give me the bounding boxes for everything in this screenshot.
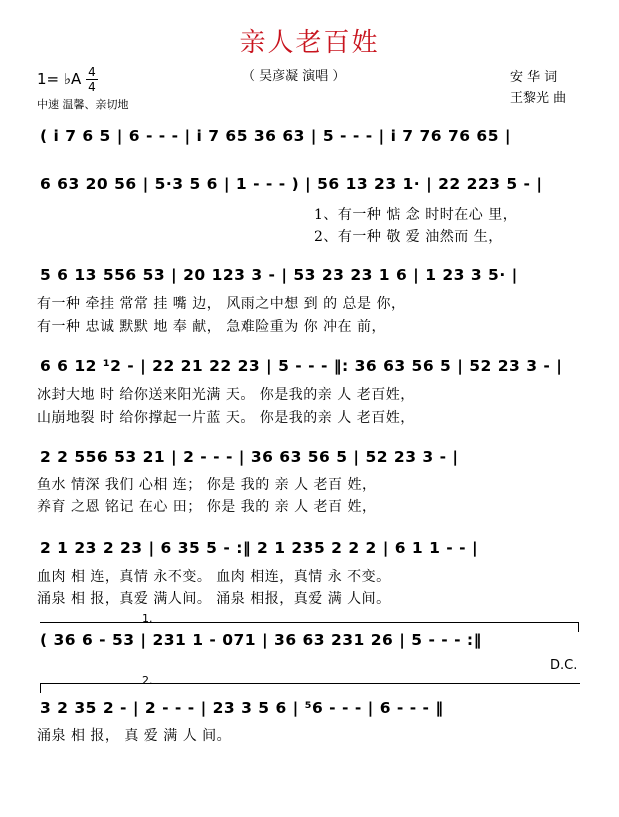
notation-line-5: 2 2 556 53 21 | 2 - - - | 36 63 56 5 | 52 23 3 - | xyxy=(40,448,459,466)
notation-line-1: ( i 7 6 5 | 6 - - - | i 7 65 36 63 | 5 - - - | i 7 76 76 65 | xyxy=(40,127,512,145)
time-signature xyxy=(86,66,98,93)
notation-line-2: 6 63 20 56 | 5·3 5 6 | 1 - - - ) | 56 13 23 1· | 22 223 5 - | xyxy=(40,175,543,193)
volta-2-label: 2. xyxy=(142,674,153,687)
notation-line-6: 2 1 23 2 23 | 6 35 5 - :‖ 2 1 235 2 2 2 | 6 1 1 - - | xyxy=(40,539,479,557)
volta-1-bracket-end xyxy=(578,622,579,632)
lyricist-credit: 安 华 词 xyxy=(510,70,558,85)
key-signature: 1= ♭A xyxy=(37,70,82,88)
time-signature-bottom: 4 xyxy=(88,80,96,94)
lyric-line-4-verse-1: 冰封大地 时 给你送来阳光满 天。 你是我的亲 人 老百姓， xyxy=(37,387,415,403)
notation-line-4: 6 6 12 ¹2 - | 22 21 22 23 | 5 - - - ‖: 36 63 56 5 | 52 23 3 - | xyxy=(40,357,563,375)
lyric-line-6-verse-1: 血肉 相 连，真情 永不变。 血肉 相连，真情 永 不变。 xyxy=(37,569,391,585)
volta-2-bracket-start xyxy=(40,683,41,693)
volta-1-label: 1. xyxy=(142,612,153,625)
time-signature-top: 4 xyxy=(88,65,96,79)
composer-credit: 王黎光 曲 xyxy=(510,91,567,106)
notation-line-7: ( 36 6 - 53 | 231 1 - 071 | 36 63 231 26 | 5 - - - :‖ xyxy=(40,631,482,649)
da-capo-mark: D.C. xyxy=(550,658,578,673)
singer-credit: （ 吴彦凝 演唱 ） xyxy=(242,69,346,84)
lyric-line-2-verse-2: 2、有一种 敬 爱 油然而 生， xyxy=(314,229,503,245)
lyric-line-6-verse-2: 涌泉 相 报，真爱 满人间。 涌泉 相报，真爱 满 人间。 xyxy=(37,591,391,607)
lyric-line-4-verse-2: 山崩地裂 时 给你撑起一片蓝 天。 你是我的亲 人 老百姓， xyxy=(37,410,415,426)
notation-line-3: 5 6 13 556 53 | 20 123 3 - | 53 23 23 1 6 | 1 23 3 5· | xyxy=(40,266,518,284)
song-title: 亲人老百姓 xyxy=(239,28,380,58)
volta-1-bracket xyxy=(40,622,578,623)
lyric-line-5-verse-2: 养育 之恩 铭记 在心 田； 你是 我的 亲 人 老百 姓， xyxy=(37,499,377,515)
tempo-marking: 中速 温馨、亲切地 xyxy=(37,98,129,111)
lyric-line-2-verse-1: 1、有一种 惦 念 时时在心 里， xyxy=(314,207,518,223)
lyric-line-3-verse-1: 有一种 牵挂 常常 挂 嘴 边， 风雨之中想 到 的 总是 你， xyxy=(37,296,406,312)
lyric-line-3-verse-2: 有一种 忠诚 默默 地 奉 献， 急难险重为 你 冲在 前， xyxy=(37,319,387,335)
lyric-line-8: 涌泉 相 报， 真 爱 满 人 间。 xyxy=(37,728,232,744)
lyric-line-5-verse-1: 鱼水 情深 我们 心相 连； 你是 我的 亲 人 老百 姓， xyxy=(37,477,377,493)
notation-line-8: 3 2 35 2 - | 2 - - - | 23 3 5 6 | ⁵6 - - - | 6 - - - ‖ xyxy=(40,699,444,717)
volta-2-bracket xyxy=(40,683,580,684)
